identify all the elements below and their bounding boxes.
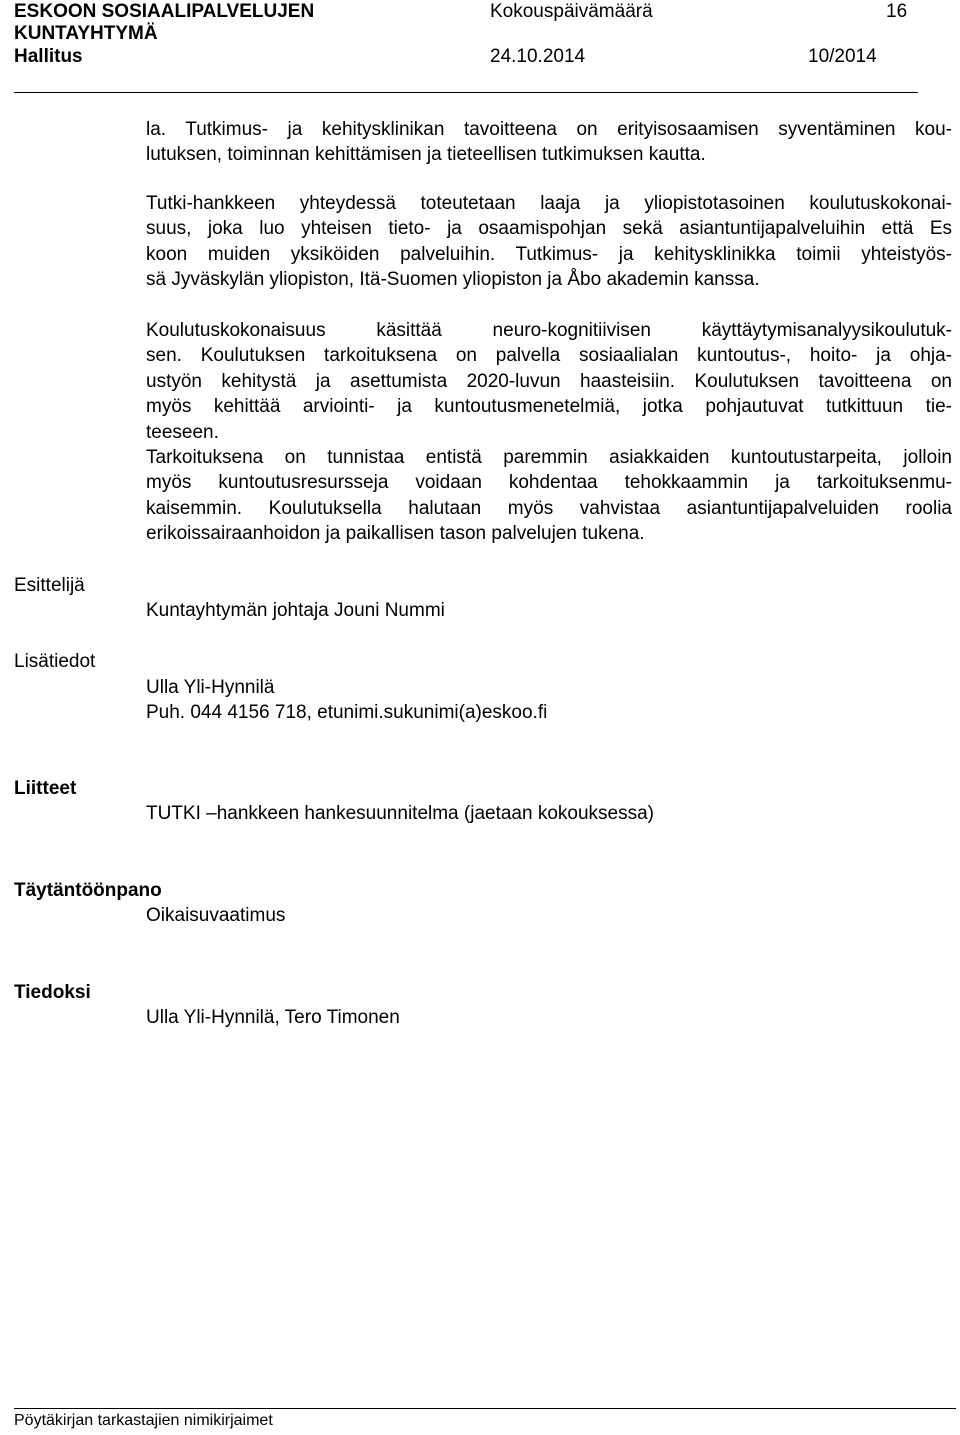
paragraph-line: Tutki-hankkeen yhteydessä toteutetaan laaja ja yliopistotasoinen koulutuskokonai-: [146, 193, 952, 214]
meeting-date: 24.10.2014: [490, 46, 586, 67]
paragraph-line: erikoissairaanhoidon ja paikallisen tason palvelujen tukena.: [146, 523, 645, 545]
footer-text: Pöytäkirjan tarkastajien nimikirjaimet: [14, 1412, 273, 1429]
header-divider: [14, 92, 918, 93]
paragraph-line: sä Jyväskylän yliopiston, Itä-Suomen yliopiston ja Åbo akademin kanssa.: [146, 269, 760, 291]
paragraph-line: teeseen.: [146, 421, 219, 443]
taytantoonpano-label: Täytäntöönpano: [14, 880, 162, 901]
esittelija-value: Kuntayhtymän johtaja Jouni Nummi: [146, 600, 445, 621]
paragraph-line: la. Tutkimus- ja kehitysklinikan tavoitteena on erityisosaamisen syventäminen kou-: [146, 119, 952, 140]
esittelija-label: Esittelijä: [14, 575, 85, 596]
paragraph-line: Tarkoituksena on tunnistaa entistä paremmin asiakkaiden kuntoutustarpeita, jolloin: [146, 447, 952, 469]
tiedoksi-value: Ulla Yli-Hynnilä, Tero Timonen: [146, 1007, 400, 1028]
paragraph-line: lutuksen, toiminnan kehittämisen ja tieteellisen tutkimuksen kautta.: [146, 144, 706, 166]
liitteet-value: TUTKI –hankkeen hankesuunnitelma (jaetaan kokouksessa): [146, 803, 655, 824]
paragraph-3: [146, 318, 952, 547]
footer-divider: [14, 1408, 956, 1409]
page-number: 16: [886, 1, 908, 22]
lisatiedot-label: Lisätiedot: [14, 651, 96, 672]
paragraph-2: [146, 191, 952, 293]
lisatiedot-contact: Puh. 044 4156 718, etunimi.sukunimi(a)eskoo.fi: [146, 702, 548, 723]
tiedoksi-label: Tiedoksi: [14, 982, 91, 1003]
paragraph-line: myös kuntoutusresursseja voidaan kohdentaa tehokkaammin ja tarkoituksenmu-: [146, 472, 952, 494]
paragraph-line: koon muiden yksiköiden palveluihin. Tutkimus- ja kehitysklinikka toimii yhteistyös-: [146, 243, 952, 265]
paragraph-line: kaisemmin. Koulutuksella halutaan myös vahvistaa asiantuntijapalveluiden roolia: [146, 497, 952, 519]
paragraph-line: sen. Koulutuksen tarkoituksena on palvella sosiaalialan kuntoutus-, hoito- ja ohja-: [146, 345, 952, 367]
paragraph-line: suus, joka luo yhteisen tieto- ja osaamispohjan sekä asiantuntijapalveluihin että Es: [146, 218, 952, 240]
paragraph-line: ustyön kehitystä ja asettumista 2020-luvun haasteisiin. Koulutuksen tavoitteena on: [146, 370, 952, 392]
taytantoonpano-value: Oikaisuvaatimus: [146, 905, 286, 926]
liitteet-label: Liitteet: [14, 778, 77, 799]
paragraph-line: Koulutuskokonaisuus käsittää neuro-kognitiivisen käyttäytymisanalyysikoulutuk-: [146, 320, 952, 341]
org-name-line2: KUNTAYHTYMÄ: [14, 23, 158, 44]
org-name-line1: ESKOON SOSIAALIPALVELUJEN: [14, 1, 315, 22]
lisatiedot-name: Ulla Yli-Hynnilä: [146, 677, 275, 698]
body-name: Hallitus: [14, 46, 83, 67]
paragraph-1: [146, 117, 952, 168]
paragraph-line: myös kehittää arviointi- ja kuntoutusmenetelmiä, jotka pohjautuvat tutkittuun tie-: [146, 396, 952, 418]
doc-type: Kokouspäivämäärä: [490, 1, 653, 22]
meeting-number: 10/2014: [808, 46, 877, 67]
